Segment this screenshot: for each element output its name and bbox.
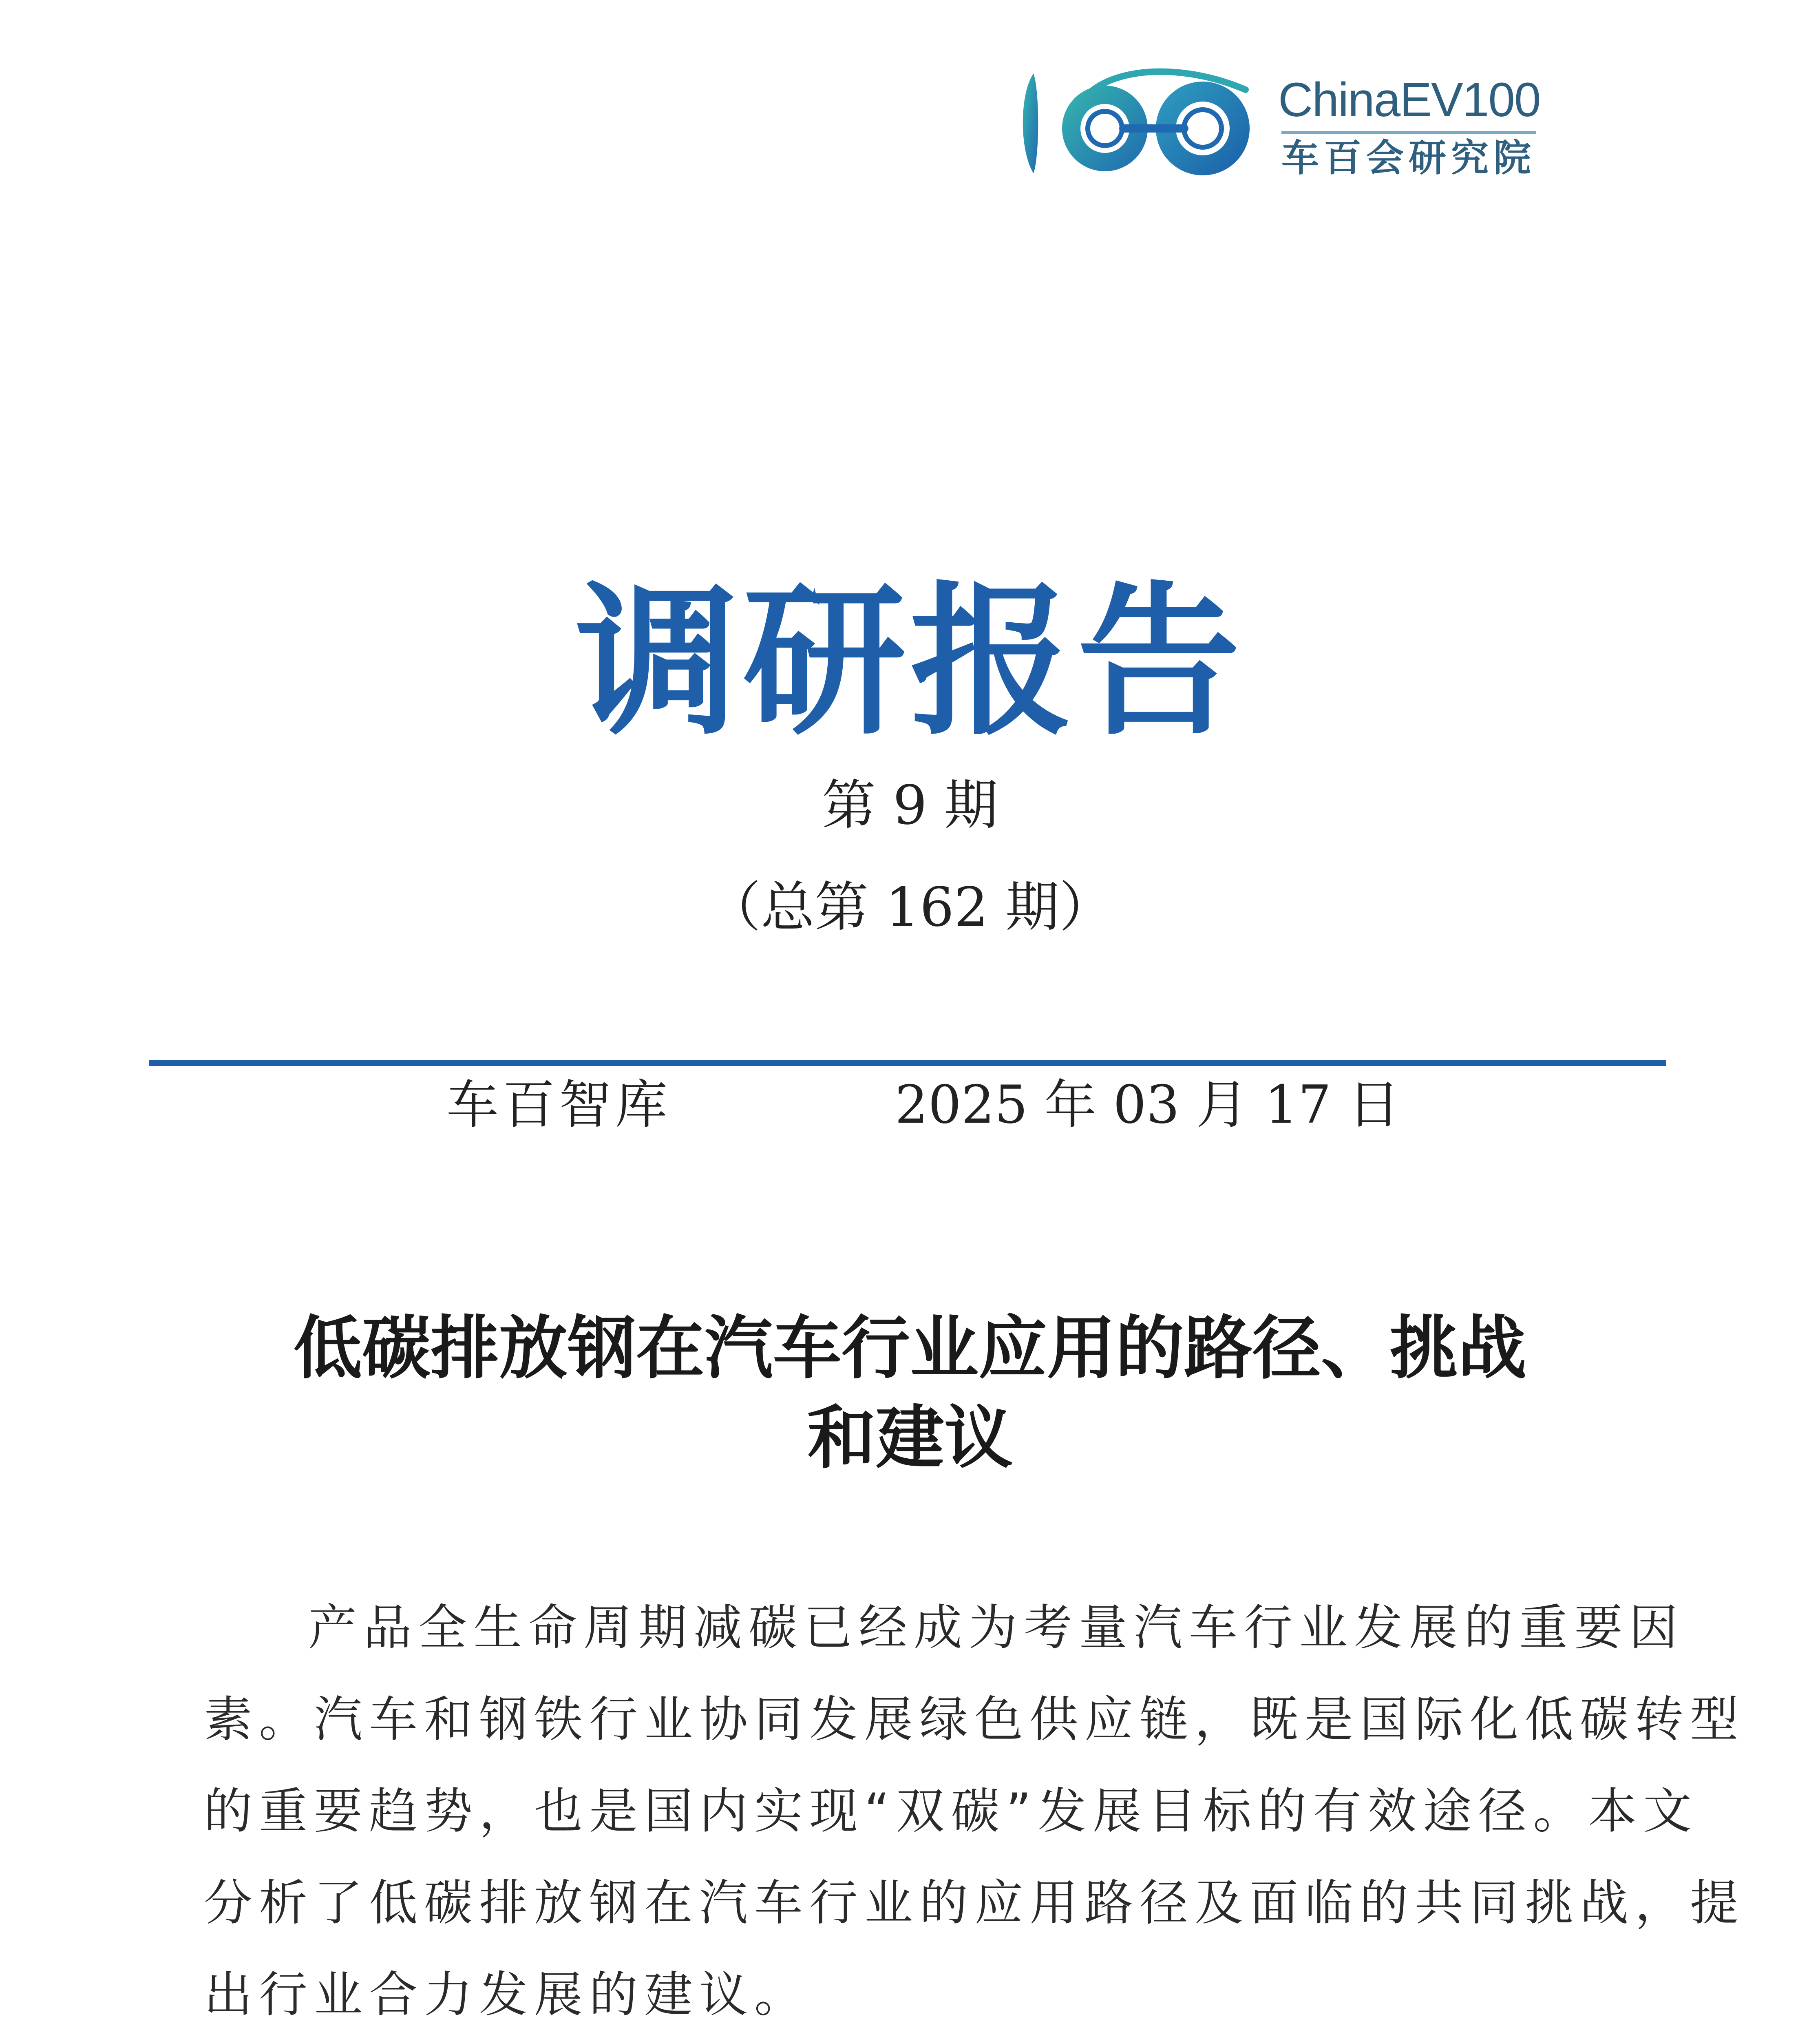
report-type-title: 调研报告 [576, 568, 1244, 757]
header-divider [149, 1060, 1666, 1066]
issue-total-number: （总第 162 期） [707, 876, 1113, 939]
logo-text-en: ChinaEV100 [1278, 73, 1540, 127]
publish-date: 2025 年 03 月 17 日 [895, 1075, 1400, 1135]
article-title [0, 1303, 1820, 1482]
abstract-line: 产品全生命周期减碳已经成为考量汽车行业发展的重要因 [308, 1600, 1684, 1656]
issue-number: 第 9 期 [822, 774, 998, 837]
abstract-paragraph [204, 1582, 1745, 2039]
ev100-logo-mark-icon [1017, 61, 1278, 184]
article-title-line: 低碳排放钢在汽车行业应用的路径、挑战 [294, 1307, 1526, 1388]
abstract-line: 素。汽车和钢铁行业协同发展绿色供应链，既是国际化低碳转型 [204, 1692, 1745, 1748]
abstract-line: 出行业合力发展的建议。 [204, 1967, 809, 2023]
article-title-line: 和建议 [807, 1397, 1013, 1478]
logo-text-cn: 车百会研究院 [1281, 136, 1536, 180]
publisher-name: 车百智库 [446, 1075, 672, 1135]
chinaev100-logo [1017, 61, 1555, 188]
abstract-line: 的重要趋势，也是国内实现“双碳”发展目标的有效途径。本文 [204, 1783, 1699, 1840]
abstract-line: 分析了低碳排放钢在汽车行业的应用路径及面临的共同挑战，提 [204, 1875, 1745, 1931]
